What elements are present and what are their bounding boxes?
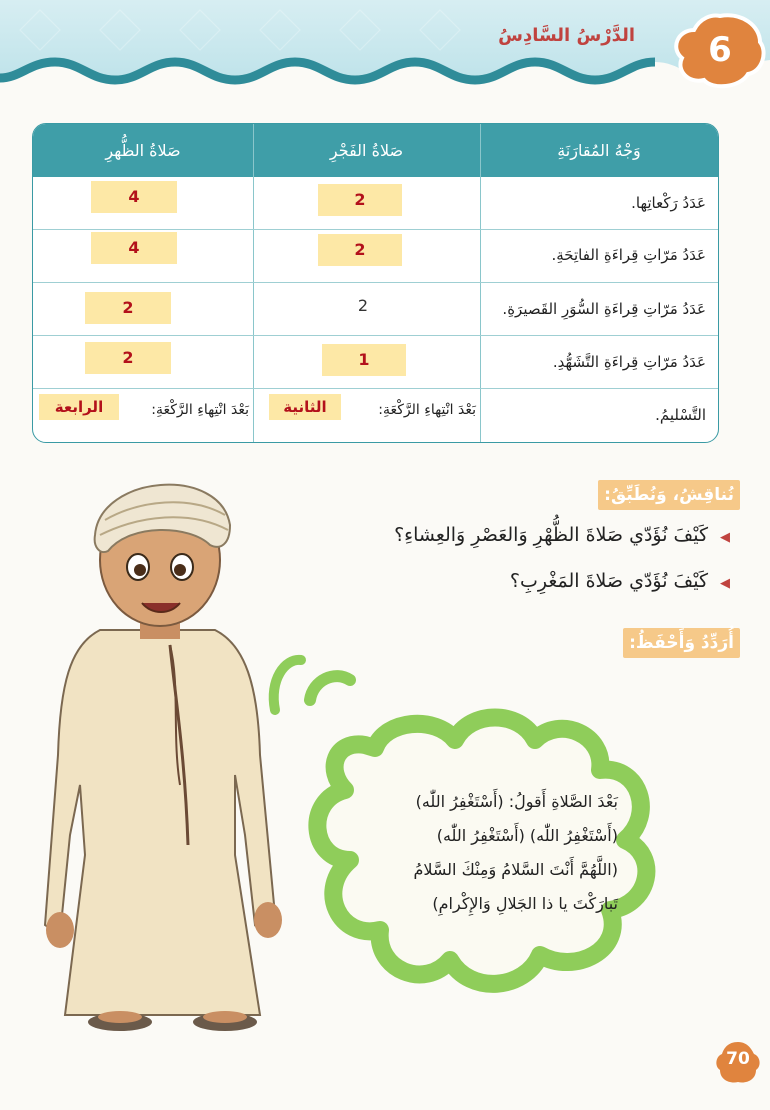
lesson-title: الدَّرْسُ السَّادِسُ bbox=[498, 25, 635, 46]
answer-dhuhr-taslim: الرابعة bbox=[39, 394, 119, 420]
row-label: عَدَدُ مَرّاتِ قِراءَةِ التَّشَهُّدِ. bbox=[552, 353, 706, 371]
value-fajr: 2 bbox=[357, 296, 369, 315]
row-divider bbox=[33, 335, 718, 336]
answer-fajr: 2 bbox=[318, 184, 402, 216]
comparison-table bbox=[32, 123, 719, 443]
header-wave-band bbox=[0, 0, 770, 96]
row-label: عَدَدُ رَكْعاتِها. bbox=[631, 194, 706, 212]
answer-dhuhr: 4 bbox=[91, 232, 177, 264]
lesson-number-badge: 6 bbox=[708, 30, 732, 70]
row-label: التَّسْليمُ. bbox=[655, 406, 706, 424]
memorize-line: بَعْدَ الصَّلاةِ أَقولُ: (أَسْتَغْفِرُ اللّٰه) bbox=[415, 792, 618, 811]
discuss-tag: نُناقِشُ، وَنُطَبِّقُ: bbox=[598, 480, 740, 510]
row-divider bbox=[33, 388, 718, 389]
discuss-question bbox=[510, 570, 730, 592]
memorize-line: (اللَّهُمَّ أَنْتَ السَّلامُ وَمِنْكَ السَّلامُ bbox=[413, 860, 618, 879]
header-dhuhr-prayer: صَلاةُ الظُّهرِ bbox=[105, 141, 181, 160]
taslim-prefix-fajr: بَعْدَ انْتِهاءِ الرَّكْعَةِ: bbox=[378, 402, 476, 418]
row-divider bbox=[33, 282, 718, 283]
answer-dhuhr: 2 bbox=[85, 292, 171, 324]
column-divider bbox=[253, 124, 254, 442]
memorize-line: تَبارَكْتَ يا ذا الجَلالِ وَالإِكْرامِ) bbox=[432, 894, 618, 913]
bullet-icon: ◀ bbox=[720, 576, 730, 591]
answer-fajr: 1 bbox=[322, 344, 406, 376]
answer-dhuhr: 4 bbox=[91, 181, 177, 213]
answer-fajr-taslim: الثانية bbox=[269, 394, 341, 420]
memorize-line: (أَسْتَغْفِرُ اللّٰه) (أَسْتَغْفِرُ اللّٰه) bbox=[436, 826, 618, 845]
memorize-tag: أُرَدِّدُ وَأَحْفَظُ: bbox=[623, 628, 740, 658]
question-text: كَيْفَ نُؤَدّي صَلاةَ المَغْرِبِ؟ bbox=[509, 570, 708, 592]
lesson-header bbox=[0, 0, 770, 96]
answer-dhuhr: 2 bbox=[85, 342, 171, 374]
column-divider bbox=[480, 124, 481, 442]
page-number: 70 bbox=[726, 1049, 750, 1069]
row-label: عَدَدُ مَرّاتِ قِراءَةِ السُّوَرِ القَصيرَةِ. bbox=[502, 300, 706, 318]
header-fajr-prayer: صَلاةُ الفَجْرِ bbox=[329, 141, 404, 160]
bullet-icon: ◀ bbox=[720, 530, 730, 545]
header-comparison-aspect: وَجْهُ المُقارَنَةِ bbox=[557, 141, 641, 160]
memorize-text bbox=[318, 785, 618, 921]
row-divider bbox=[33, 229, 718, 230]
row-label: عَدَدُ مَرّاتِ قِراءَةِ الفاتِحَةِ. bbox=[551, 246, 706, 264]
question-text: كَيْفَ نُؤَدّي صَلاةَ الظُّهْرِ وَالعَصْرِ وَالعِشاءِ؟ bbox=[394, 524, 708, 546]
answer-fajr: 2 bbox=[318, 234, 402, 266]
discuss-question bbox=[394, 524, 730, 546]
taslim-prefix-dhuhr: بَعْدَ انْتِهاءِ الرَّكْعَةِ: bbox=[151, 402, 249, 418]
